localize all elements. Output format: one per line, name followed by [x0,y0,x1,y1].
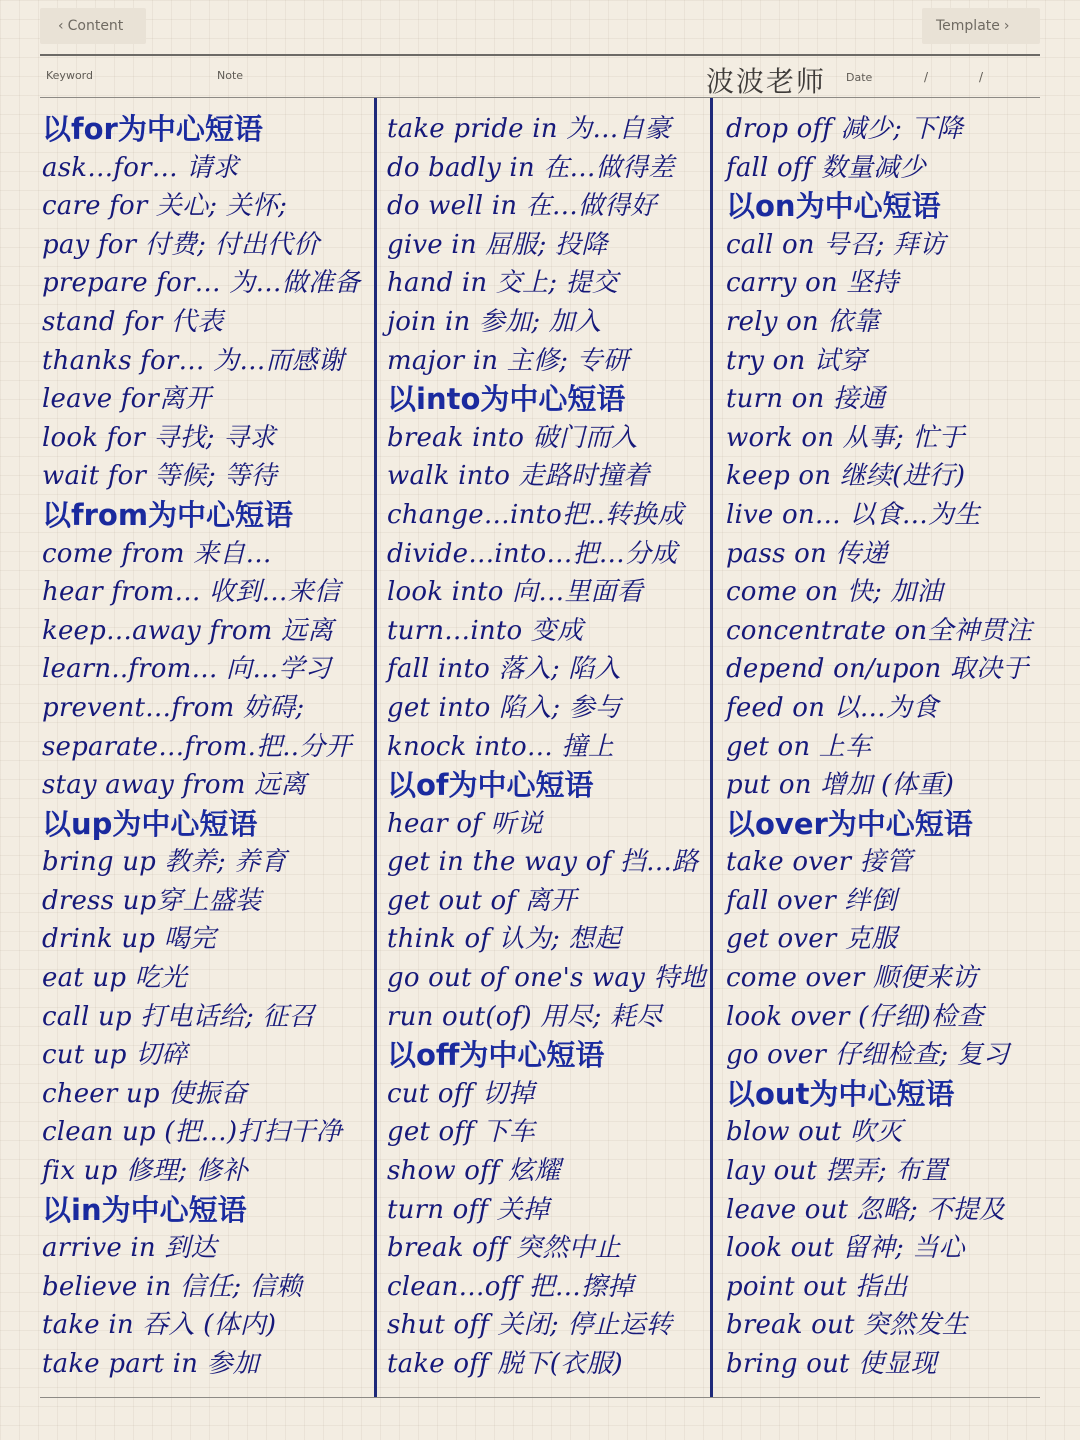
phrase-entry: keep on 继续(进行) [726,461,966,492]
phrase-entry: walk into 走路时撞着 [387,461,650,492]
phrase-entry: bring out 使显现 [726,1349,937,1379]
phrase-entry: break off 突然中止 [387,1233,621,1264]
phrase-entry: fix up 修理; 修补 [42,1156,249,1187]
phrase-entry: hear of 听说 [387,808,543,839]
column-divider [374,98,377,1398]
phrase-entry: turn off 关掉 [387,1194,549,1225]
phrase-entry: eat up 吃光 [42,963,188,994]
phrase-entry: prevent…from 妨碍; [42,692,305,723]
phrase-entry: look for 寻找; 寻求 [42,422,276,453]
phrase-entry: go out of one's way 特地 [387,963,706,994]
phrase-entry: take part in 参加 [42,1349,259,1379]
section-heading: 以for为中心短语 [42,112,263,146]
phrase-entry: cheer up 使振奋 [42,1078,247,1109]
phrase-entry: wait for 等候; 等待 [42,461,277,492]
header-top-rule [40,54,1040,56]
phrase-entry: call up 打电话给; 征召 [42,1001,315,1032]
section-heading: 以from为中心短语 [42,497,294,532]
phrase-entry: fall over 绊倒 [726,885,897,916]
phrase-entry: go over 仔细检查; 复习 [726,1040,1010,1071]
phrase-entry: live on… 以食…为生 [726,499,981,530]
section-heading: 以up为中心短语 [42,806,258,841]
phrase-entry: pay for 付费; 付出代价 [42,229,320,260]
phrase-entry: clean up (把…)打扫干净 [42,1117,343,1148]
section-heading: 以over为中心短语 [726,806,973,841]
phrase-entry: feed on 以…为食 [726,692,939,723]
phrase-entry: stay away from 远离 [42,770,307,801]
phrase-entry: lay out 摆弄; 布置 [726,1156,948,1187]
phrase-entry: work on 从事; 忙于 [726,422,965,453]
section-heading: 以on为中心短语 [726,189,941,224]
template-button-label: Template [936,18,1000,34]
note-label: Note [217,69,244,82]
phrase-entry: learn..from… 向…学习 [42,654,331,685]
phrase-entry: look over (仔细)检查 [726,1001,984,1032]
phrase-entry: clean…off 把…擦掉 [387,1271,634,1302]
phrase-entry: cut up 切碎 [42,1040,188,1071]
phrase-entry: turn…into 变成 [387,615,584,646]
teacher-signature: 波波老师 [706,65,827,98]
phrase-entry: think of 认为; 想起 [387,924,621,955]
phrase-entry: concentrate on全神贯注 [726,615,1033,646]
section-heading: 以out为中心短语 [726,1076,955,1111]
phrase-entry: leave for离开 [42,384,212,415]
template-button[interactable] [922,8,1040,44]
phrase-entry: take off 脱下(衣服) [387,1349,623,1379]
phrase-entry: cut off 切掉 [387,1078,535,1109]
phrase-entry: show off 炫耀 [387,1156,561,1187]
date-label: Date [846,71,873,84]
phrase-entry: come on 快; 加油 [726,577,943,608]
phrase-entry: change…into把..转换成 [387,499,684,530]
phrase-entry: stand for 代表 [42,306,224,337]
phrase-entry: ask…for… 请求 [42,152,239,183]
phrase-entry: believe in 信任; 信赖 [42,1271,303,1302]
phrase-entry: come from 来自… [42,538,272,569]
phrase-entry: fall off 数量减少 [726,152,926,183]
phrase-entry: arrive in 到达 [42,1233,217,1264]
phrase-entry: separate…from.把..分开 [42,731,352,762]
phrase-entry: do badly in 在…做得差 [387,152,675,183]
phrase-column-3 [726,110,1032,1384]
phrase-entry: get off 下车 [387,1117,535,1148]
chevron-left-icon: ‹ [58,18,64,34]
phrase-column-2 [387,110,706,1384]
phrase-entry: thanks for… 为…而感谢 [42,345,345,376]
phrase-entry: get out of 离开 [387,885,577,916]
column-divider [710,98,713,1398]
phrase-entry: come over 顺便来访 [726,963,978,994]
back-to-content-button[interactable] [40,8,146,44]
phrase-entry: break out 突然发生 [726,1310,968,1341]
phrase-entry: get over 克服 [726,924,898,955]
phrase-entry: get on 上车 [726,731,872,762]
phrase-entry: look into 向…里面看 [387,577,644,608]
phrase-column-1 [42,110,360,1384]
phrase-entry: get in the way of 挡…路 [387,847,699,878]
phrase-entry: keep…away from 远离 [42,615,334,646]
phrase-entry: prepare for… 为…做准备 [42,268,361,299]
phrase-entry: blow out 吹灭 [726,1117,903,1148]
footer-rule [40,1397,1040,1398]
phrase-entry: knock into… 撞上 [387,731,614,762]
phrase-entry: do well in 在…做得好 [387,191,657,222]
phrase-entry: try on 试穿 [726,345,867,376]
section-heading: 以of为中心短语 [387,768,594,803]
phrase-entry: give in 屈服; 投降 [387,229,608,260]
section-heading: 以off为中心短语 [387,1038,605,1073]
phrase-entry: take pride in 为…自豪 [387,114,671,144]
phrase-entry: turn on 接通 [726,384,886,415]
section-heading: 以in为中心短语 [42,1192,247,1227]
phrase-entry: look out 留神; 当心 [726,1233,965,1264]
phrase-entry: major in 主修; 专研 [387,345,629,376]
phrase-entry: fall into 落入; 陷入 [387,654,621,685]
phrase-entry: break into 破门而入 [387,422,638,453]
phrase-entry: divide…into…把…分成 [387,538,678,569]
phrase-entry: rely on 依靠 [726,306,880,337]
phrase-entry: dress up穿上盛装 [42,885,262,916]
keyword-label: Keyword [46,69,93,82]
phrase-entry: run out(of) 用尽; 耗尽 [387,1001,663,1032]
phrase-entry: point out 指出 [726,1271,908,1302]
phrase-entry: hear from… 收到…来信 [42,577,341,608]
phrase-entry: put on 增加 (体重) [726,770,955,801]
top-navigation-bar [40,8,1040,46]
date-separator: / [979,70,984,84]
phrase-entry: shut off 关闭; 停止运转 [387,1310,673,1341]
phrase-entry: pass on 传递 [726,538,888,569]
phrase-entry: drink up 喝完 [42,924,217,955]
back-button-label: Content [67,18,124,34]
phrase-entry: hand in 交上; 提交 [387,268,619,299]
phrase-entry: carry on 坚持 [726,268,899,299]
phrase-entry: leave out 忽略; 不提及 [726,1194,1006,1225]
phrase-entry: care for 关心; 关怀; [42,191,288,222]
section-heading: 以into为中心短语 [387,382,626,417]
phrase-entry: join in 参加; 加入 [387,306,602,337]
chevron-right-icon: › [1003,18,1010,34]
phrase-entry: get into 陷入; 参与 [387,692,622,723]
phrase-entry: take over 接管 [726,847,913,878]
phrase-entry: drop off 减少; 下降 [726,114,963,144]
phrase-entry: depend on/upon 取决于 [726,654,1029,685]
phrase-entry: take in 吞入 (体内) [42,1310,277,1341]
header-bottom-rule [40,97,1040,98]
phrase-entry: call on 号召; 拜访 [726,229,946,260]
date-separator: / [924,70,929,84]
phrase-entry: bring up 教养; 养育 [42,847,287,878]
